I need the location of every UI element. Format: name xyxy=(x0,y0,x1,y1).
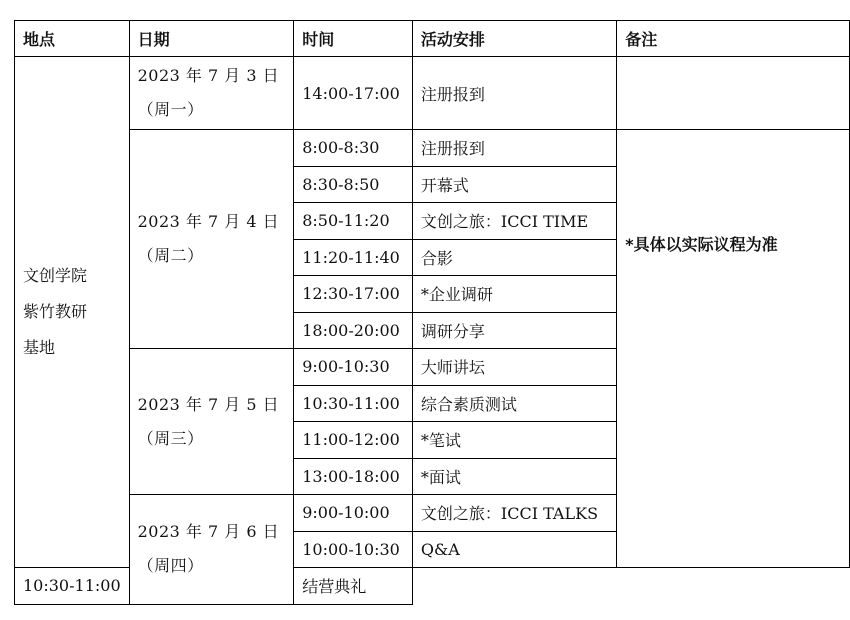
note-cell: *具体以实际议程为准 xyxy=(617,130,850,568)
location-line: 紫竹教研 xyxy=(23,302,88,321)
date-text: 2023 年 7 月 3 日 xyxy=(137,66,280,85)
weekday-text: （周四） xyxy=(137,556,204,576)
time-cell: 10:30-11:00 xyxy=(294,385,413,422)
time-cell: 11:20-11:40 xyxy=(294,239,413,276)
table-row xyxy=(15,130,850,167)
activity-cell: *笔试 xyxy=(412,422,616,459)
activity-cell: 注册报到 xyxy=(412,57,616,130)
time-cell: 12:30-17:00 xyxy=(294,276,413,313)
location-line: 基地 xyxy=(23,338,56,357)
activity-cell: Q&A xyxy=(412,531,616,568)
weekday-text: （周二） xyxy=(137,246,204,265)
time-cell: 10:30-11:00 xyxy=(15,568,130,605)
activity-cell: 调研分享 xyxy=(412,312,616,349)
activity-cell: *面试 xyxy=(412,458,616,495)
time-cell: 11:00-12:00 xyxy=(294,422,413,459)
header-time: 时间 xyxy=(294,21,413,57)
weekday-text: （周一） xyxy=(137,100,204,119)
activity-cell: 综合素质测试 xyxy=(412,385,616,422)
date-text: 2023 年 7 月 4 日 xyxy=(137,212,280,231)
header-row xyxy=(15,21,850,57)
activity-cell: 注册报到 xyxy=(412,130,616,167)
activity-cell: *企业调研 xyxy=(412,276,616,313)
note-cell-top xyxy=(617,57,850,130)
header-date: 日期 xyxy=(129,21,294,57)
activity-cell: 结营典礼 xyxy=(294,568,413,605)
header-location: 地点 xyxy=(15,21,130,57)
date-cell xyxy=(129,349,294,495)
schedule-table xyxy=(14,20,850,605)
time-cell: 10:00-10:30 xyxy=(294,531,413,568)
header-note: 备注 xyxy=(617,21,850,57)
time-cell: 9:00-10:30 xyxy=(294,349,413,386)
time-cell: 13:00-18:00 xyxy=(294,458,413,495)
activity-cell: 开幕式 xyxy=(412,166,616,203)
date-text: 2023 年 7 月 5 日 xyxy=(137,394,280,414)
weekday-text: （周三） xyxy=(137,428,204,448)
time-cell: 18:00-20:00 xyxy=(294,312,413,349)
activity-cell: 文创之旅：ICCI TALKS xyxy=(412,495,616,532)
location-line: 文创学院 xyxy=(23,266,88,285)
time-cell: 8:50-11:20 xyxy=(294,203,413,240)
time-cell: 9:00-10:00 xyxy=(294,495,413,532)
date-cell xyxy=(129,495,294,605)
date-cell xyxy=(129,57,294,130)
activity-cell: 大师讲坛 xyxy=(412,349,616,386)
time-cell: 8:30-8:50 xyxy=(294,166,413,203)
activity-cell: 文创之旅：ICCI TIME xyxy=(412,203,616,240)
header-activity: 活动安排 xyxy=(412,21,616,57)
time-cell: 14:00-17:00 xyxy=(294,57,413,130)
time-cell: 8:00-8:30 xyxy=(294,130,413,167)
location-cell xyxy=(15,57,130,568)
date-cell xyxy=(129,130,294,349)
activity-cell: 合影 xyxy=(412,239,616,276)
date-text: 2023 年 7 月 6 日 xyxy=(137,522,280,542)
